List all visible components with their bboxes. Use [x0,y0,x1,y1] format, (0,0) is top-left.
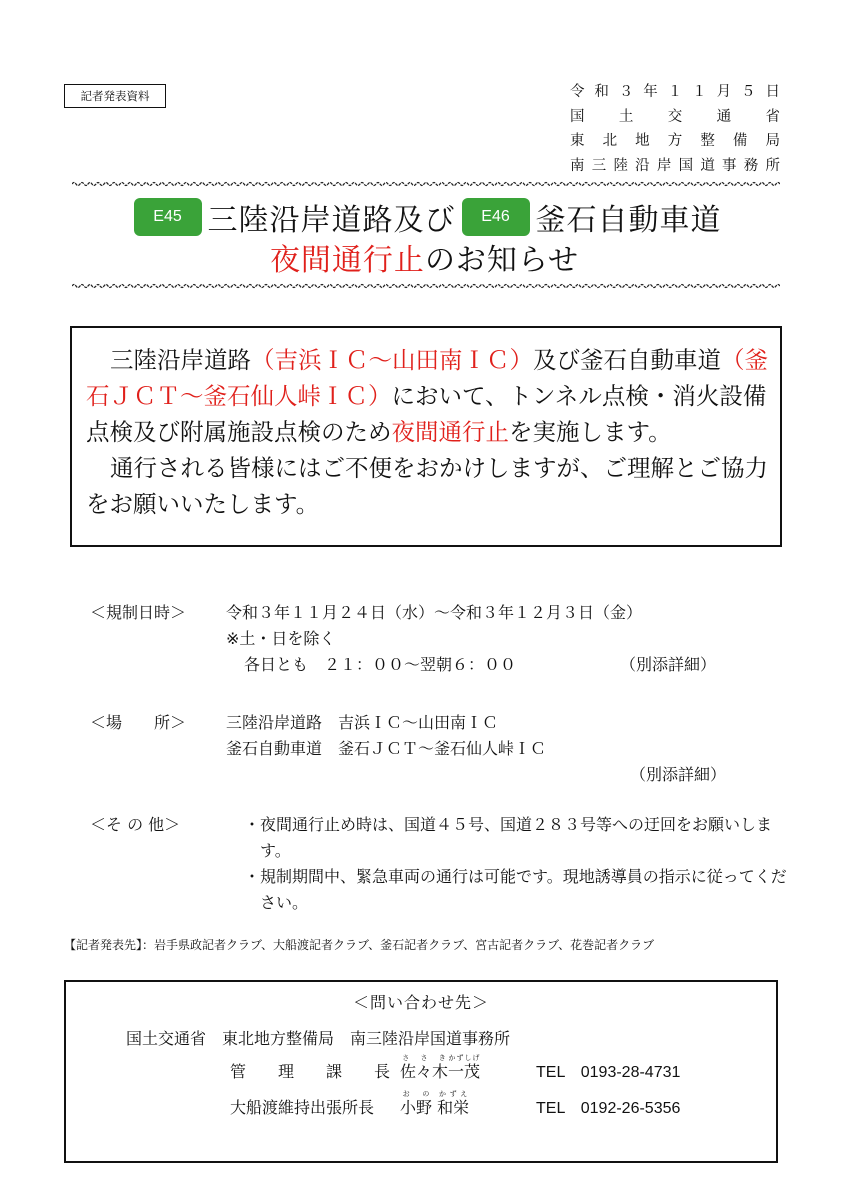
issuer-bureau: 東北地方整備局 [570,133,780,149]
contact-surname-2: 小野 [400,1098,433,1117]
contact-person-1 [230,1054,680,1082]
title-line-2 [0,239,849,283]
contact-box [64,980,778,1163]
contact-given-ruby-1: かずしげ [448,1054,481,1062]
other-notes [230,812,790,916]
e45-route-badge: E45 [134,198,202,236]
contact-role-2: 大船渡維持出張所長 [230,1098,375,1117]
contact-person-2 [230,1090,680,1118]
schedule-label: ＜規制日時＞ [90,603,187,622]
place-line-2: 釜石自動車道 釜石ＪＣＴ～釜石仙人峠ＩＣ [226,739,547,758]
title-road-1: 三陸沿岸道路及び [207,203,456,238]
summary-purpose: において、トンネル点検・消火設備点検及び附属施設点検のため [86,382,767,446]
contact-tel-1: TEL 0193-28-4731 [536,1064,681,1081]
contact-surname-ruby-1: さ さ き [400,1054,449,1062]
summary-action: を実施します。 [509,418,672,446]
summary-section-1: （吉浜ＩＣ～山田南ＩＣ） [251,346,533,374]
place-detail-note: （別添詳細） [630,765,727,784]
contact-title: ＜問い合わせ先＞ [352,993,489,1012]
schedule-time: 各日とも ２１：００～翌朝６：００ [244,655,517,674]
summary-road-1: 三陸沿岸道路 [110,346,251,374]
other-item-detour: ・夜間通行止め時は、国道４５号、国道２８３号等への迂回をお願いします。 [244,815,773,860]
summary-box [70,326,782,547]
summary-section-2: （釜石ＪＣＴ～釜石仙人峠ＩＣ） [86,346,768,410]
contact-name-2 [400,1090,536,1118]
press-release-label: 記者発表資料 [64,84,166,108]
summary-paragraph-1 [86,342,772,450]
title-road-2: 釜石自動車道 [535,203,722,238]
other-label: ＜そ の 他＞ [90,815,181,834]
contact-given-2: 和栄 [437,1098,470,1117]
decorative-divider-bottom [72,283,780,289]
decorative-divider-top [72,181,780,187]
title-night-closure: 夜間通行止 [269,243,425,278]
issue-date: 令和３年１１月５日 [570,84,780,100]
contact-surname-1: 佐々木 [400,1062,449,1081]
contact-name-1 [400,1054,536,1082]
issuer-block [570,80,780,178]
contact-organization: 国土交通省 東北地方整備局 南三陸沿岸国道事務所 [126,1029,511,1048]
contact-tel-2: TEL 0192-26-5356 [536,1100,681,1117]
schedule-detail-note: （別添詳細） [620,655,717,674]
summary-road-2: 及び釜石自動車道 [533,346,721,374]
place-label: ＜場 所＞ [90,713,187,732]
press-club-list: 【記者発表先】：岩手県政記者クラブ、大船渡記者クラブ、釜石記者クラブ、宮古記者クラブ、花巻記者クラブ [64,938,655,952]
schedule-period: 令和３年１１月２４日（水）～令和３年１２月３日（金） [226,603,643,622]
other-item-emergency: ・規制期間中、緊急車両の通行は可能です。現地誘導員の指示に従ってください。 [244,867,787,912]
place-line-1: 三陸沿岸道路 吉浜ＩＣ～山田南ＩＣ [226,713,499,732]
title-line-1 [0,195,849,239]
contact-surname-ruby-2: お の [400,1090,433,1098]
contact-role-1: 管理課長 [230,1062,390,1081]
issuer-ministry: 国土交通省 [570,108,780,125]
e46-route-badge: E46 [462,198,530,236]
title-notice: のお知らせ [424,243,580,278]
contact-given-1: 一茂 [448,1062,481,1081]
schedule-exclude: ※土・日を除く [226,629,336,648]
summary-night-closure: 夜間通行止 [391,418,509,446]
summary-paragraph-2: 通行される皆様にはご不便をおかけしますが、ご理解とご協力をお願いいたします。 [86,454,768,518]
contact-given-ruby-2: かずえ [437,1090,470,1098]
issuer-office: 南三陸沿岸国道事務所 [570,157,780,174]
